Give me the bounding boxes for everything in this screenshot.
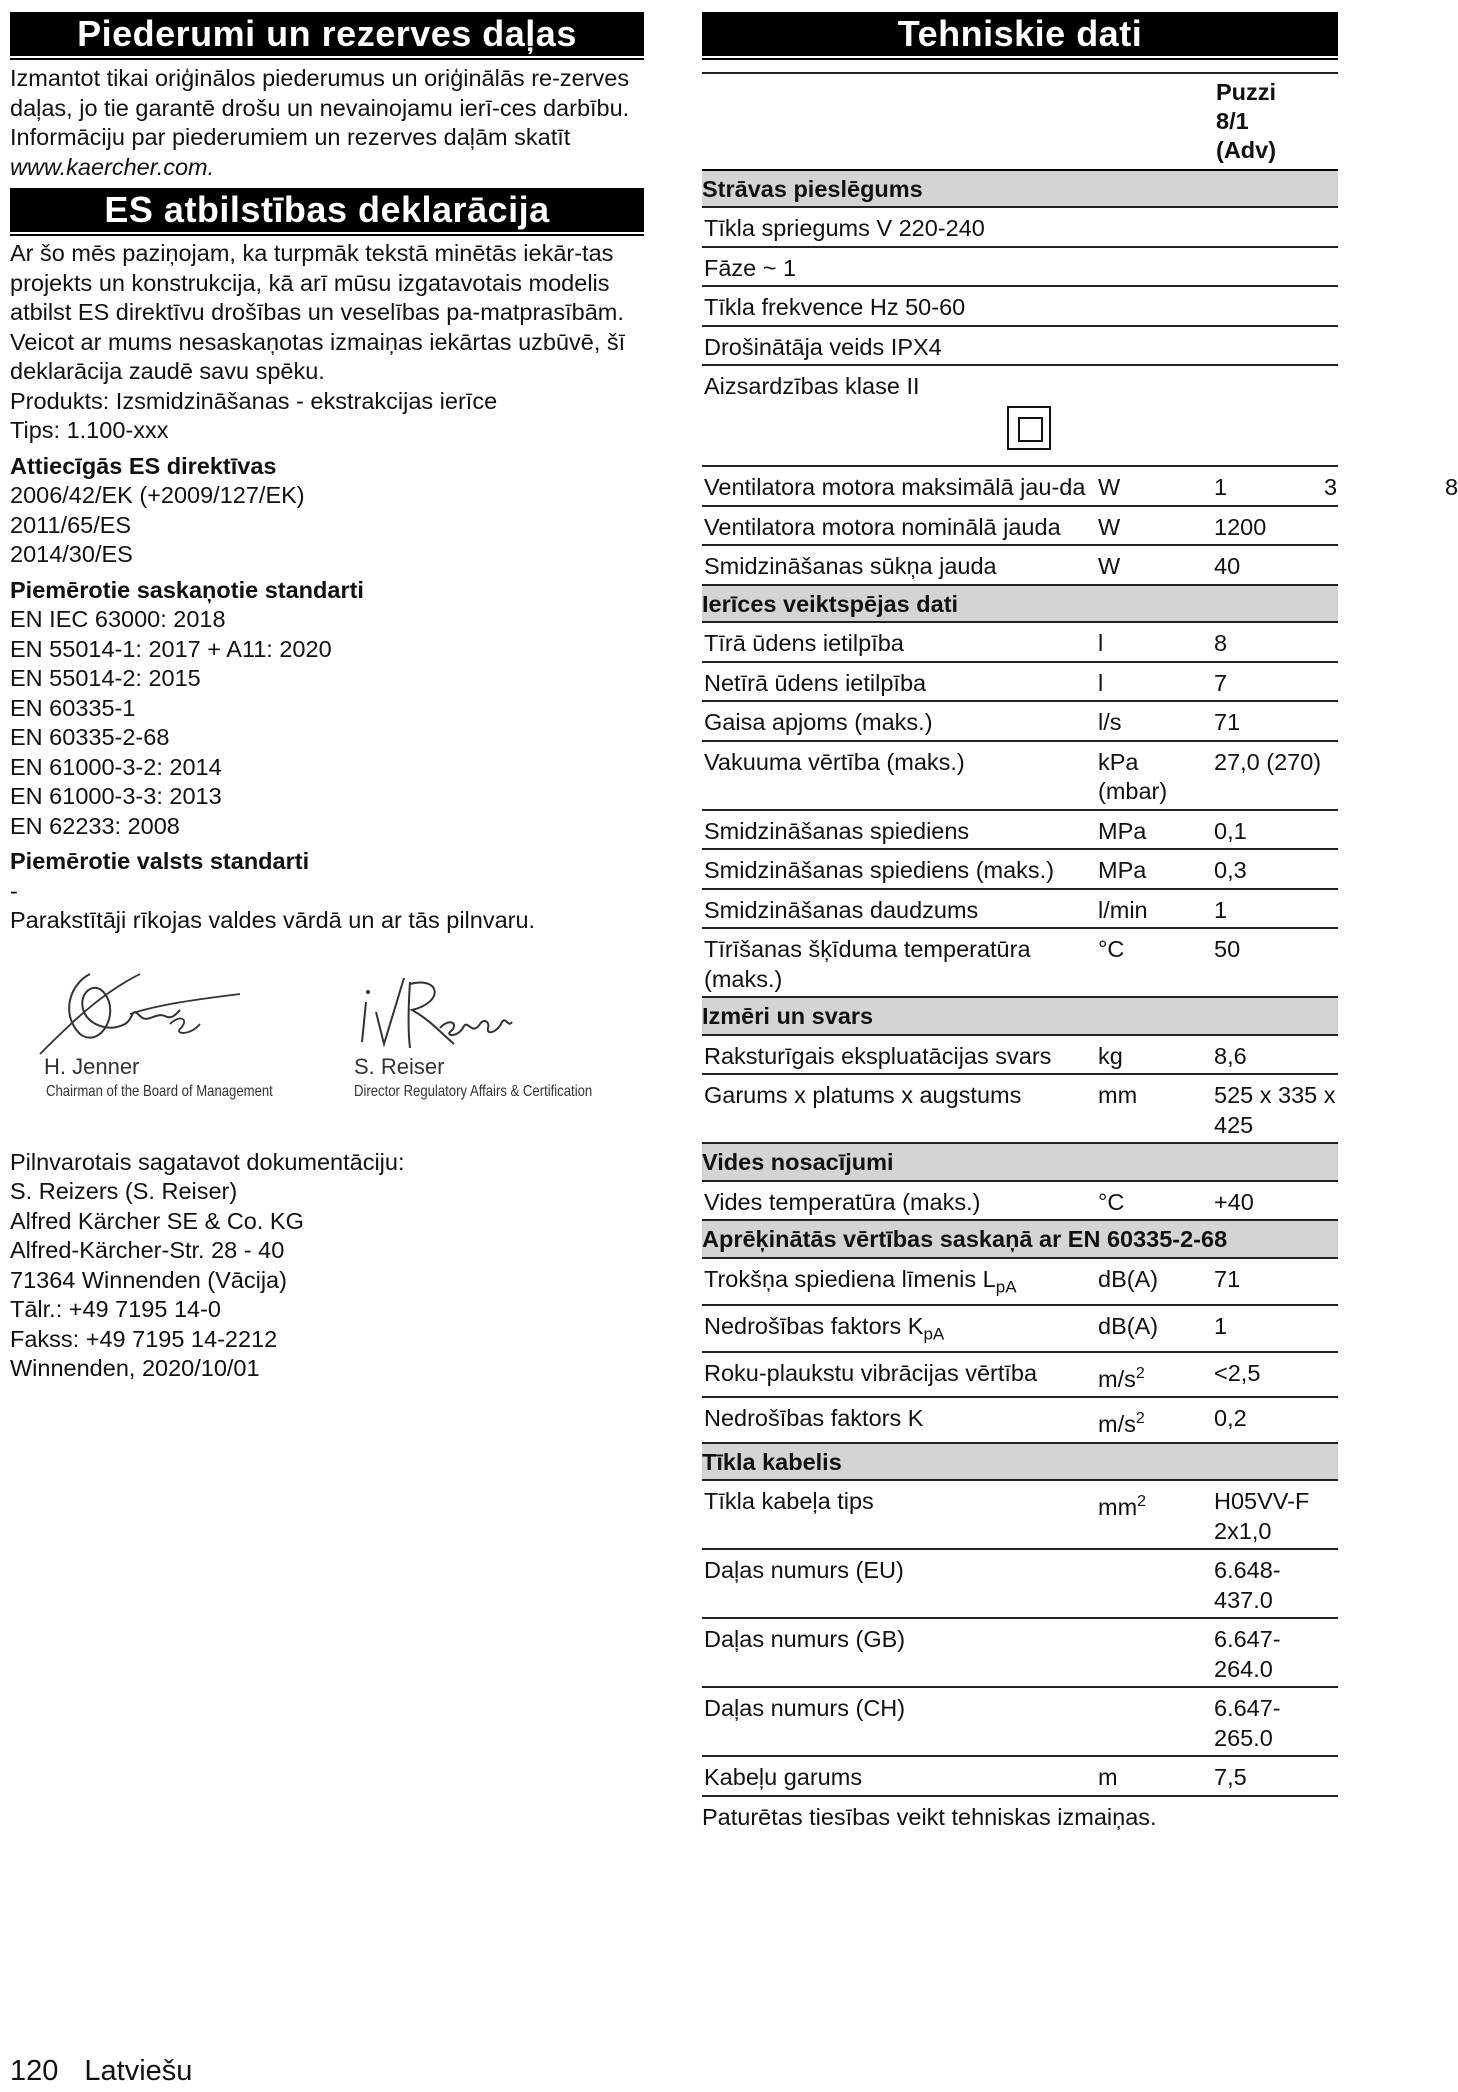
signatories-text: Parakstītāji rīkojas valdes vārdā un ar tās pilnvaru. xyxy=(10,907,536,933)
table-row xyxy=(702,545,1338,585)
product-name-line: Puzzi xyxy=(1216,78,1277,105)
row-unit xyxy=(1098,1258,1214,1305)
signer-reiser-name: S. Reiser xyxy=(354,1053,445,1079)
row-value: 1 3 8 xyxy=(1214,466,1338,506)
divider xyxy=(10,234,644,236)
row-value: 71 xyxy=(1214,1258,1338,1305)
row-label xyxy=(702,889,1098,929)
row-value: 40 xyxy=(1214,545,1338,585)
row-label xyxy=(702,1756,1098,1796)
table-row xyxy=(702,1618,1338,1687)
row-label-text: Raksturīgais ekspluatācijas svars xyxy=(704,1042,1052,1069)
table-row xyxy=(702,928,1338,997)
row-unit xyxy=(1098,247,1214,287)
standard-item: EN 60335-2-68 xyxy=(10,724,170,750)
table-row xyxy=(702,466,1338,506)
standard-item: EN 62233: 2008 xyxy=(10,812,180,839)
row-label-text: Ventilatora motora nominālā jauda xyxy=(704,513,1061,540)
declaration-heading: ES atbilstības deklarācija xyxy=(10,188,644,232)
national-standards-heading: Piemērotie valsts standarti xyxy=(10,848,310,874)
contact-line: S. Reizers (S. Reiser) xyxy=(10,1178,238,1204)
row-value: 7 xyxy=(1214,662,1338,702)
right-column xyxy=(702,12,1458,1832)
row-unit xyxy=(1098,207,1214,247)
section-title: Tīkla kabelis xyxy=(702,1443,1338,1481)
row-unit xyxy=(1098,466,1214,506)
section-title: Aprēķinātās vērtības saskaņā ar EN 60335-2-68 xyxy=(702,1220,1338,1258)
contact-block xyxy=(10,1148,644,1384)
row-unit xyxy=(1098,1352,1214,1397)
signature-jenner xyxy=(30,954,250,1064)
table-row xyxy=(702,1181,1338,1221)
row-label-text: Garums x platums x augstums xyxy=(704,1082,1022,1108)
row-label xyxy=(702,1352,1098,1397)
row-value xyxy=(1214,207,1338,247)
row-label-subscript: pA xyxy=(923,1324,945,1344)
section-title: Izmēri un svars xyxy=(702,997,1338,1035)
row-label xyxy=(702,466,1098,506)
row-label xyxy=(702,928,1098,997)
row-label-text: Gaisa apjoms (maks.) xyxy=(704,709,933,735)
standards-list xyxy=(10,605,644,841)
table-row xyxy=(702,1687,1338,1756)
standard-item: EN 61000-3-2: 2014 xyxy=(10,753,222,780)
type-line: Tips: 1.100-xxx xyxy=(10,417,169,443)
contact-line: Tālr.: +49 7195 14-0 xyxy=(10,1296,221,1322)
row-value: 0,2 xyxy=(1214,1397,1338,1442)
table-row xyxy=(702,1480,1338,1549)
section-title: Vides nosacījumi xyxy=(702,1143,1338,1181)
row-unit-text: W xyxy=(1098,513,1121,540)
tech-data-table xyxy=(702,171,1458,1797)
row-unit xyxy=(1098,1549,1214,1618)
row-label-text: Trokšņa spiediena līmenis L xyxy=(704,1265,996,1292)
row-unit-text: m/s xyxy=(1098,1411,1136,1438)
row-value: 8 xyxy=(1214,622,1338,662)
row-label-text: Smidzināšanas spiediens (maks.) xyxy=(704,857,1055,883)
row-label-text: Roku-plaukstu vibrācijas vērtība xyxy=(704,1359,1038,1386)
standards-heading: Piemērotie saskaņotie standarti xyxy=(10,576,364,603)
section-header xyxy=(702,997,1338,1035)
row-label-text: Tīkla spriegums V 220-240 xyxy=(704,215,985,241)
section-title: Strāvas pieslēgums xyxy=(702,171,1338,208)
row-value: 7,5 xyxy=(1214,1756,1338,1796)
row-unit-text: °C xyxy=(1098,1188,1125,1215)
table-row xyxy=(702,247,1338,287)
row-label-text: Vakuuma vērtība (maks.) xyxy=(704,748,965,775)
accessories-heading: Piederumi un rezerves daļas xyxy=(10,12,644,56)
row-value: 8,6 xyxy=(1214,1035,1338,1075)
row-label xyxy=(702,545,1098,585)
row-label xyxy=(702,326,1098,366)
table-row xyxy=(702,741,1338,810)
row-value: 1 xyxy=(1214,1305,1338,1352)
table-row xyxy=(702,326,1338,366)
row-unit-text: dB(A) xyxy=(1098,1265,1159,1292)
row-unit xyxy=(1098,1305,1214,1352)
table-row xyxy=(702,701,1338,741)
row-value: +40 xyxy=(1214,1181,1338,1221)
table-row xyxy=(702,1074,1338,1143)
contact-line: Fakss: +49 7195 14-2212 xyxy=(10,1325,278,1352)
contact-line: Alfred-Kärcher-Str. 28 - 40 xyxy=(10,1237,285,1263)
row-label-subscript: pA xyxy=(995,1277,1017,1297)
row-unit xyxy=(1098,928,1214,997)
row-label xyxy=(702,1480,1098,1549)
row-label-text: Smidzināšanas daudzums xyxy=(704,896,979,923)
accessories-text: Izmantot tikai oriģinālos piederumus un oriģinālās re-zerves daļas, jo tie garantē drošu un nevainojamu ierī-ces darbību. xyxy=(10,65,630,121)
directives-heading: Attiecīgās ES direktīvas xyxy=(10,452,277,479)
row-unit-text: mm xyxy=(1098,1082,1138,1108)
protection-class-ii-icon xyxy=(1007,406,1051,450)
row-unit-superscript: 2 xyxy=(1135,1410,1145,1428)
row-unit xyxy=(1098,365,1214,466)
row-label-text: Smidzināšanas spiediens xyxy=(704,817,970,844)
row-unit xyxy=(1098,1035,1214,1075)
info-text: Informāciju par piederumiem un rezerves daļām skatīt xyxy=(10,124,571,150)
row-unit xyxy=(1098,1480,1214,1549)
row-unit-text: l xyxy=(1098,669,1104,696)
contact-line: Alfred Kärcher SE & Co. KG xyxy=(10,1207,304,1234)
row-unit-text: l/min xyxy=(1098,896,1148,923)
contact-line: Winnenden, 2020/10/01 xyxy=(10,1355,260,1381)
row-value: 50 xyxy=(1214,928,1338,997)
row-label xyxy=(702,207,1098,247)
row-unit-text: MPa xyxy=(1098,857,1147,883)
row-label xyxy=(702,701,1098,741)
row-value xyxy=(1214,286,1338,326)
section-header xyxy=(702,171,1338,208)
footnote: Paturētas tiesības veikt tehniskas izmaiņas. xyxy=(702,1803,1157,1830)
row-label-text: Kabeļu garums xyxy=(704,1764,863,1791)
website-link[interactable]: www.kaercher.com. xyxy=(10,153,215,180)
row-value: 6.647-264.0 xyxy=(1214,1618,1338,1687)
row-unit-text: W xyxy=(1098,553,1121,579)
national-standards-value: - xyxy=(10,877,18,904)
row-label-text: Fāze ~ 1 xyxy=(704,254,797,281)
row-value: 6.648-437.0 xyxy=(1214,1549,1338,1618)
row-unit xyxy=(1098,1687,1214,1756)
row-value: 0,3 xyxy=(1214,849,1338,889)
product-line: Produkts: Izsmidzināšanas - ekstrakcijas ierīce xyxy=(10,387,498,414)
row-unit xyxy=(1098,1397,1214,1442)
row-label xyxy=(702,1258,1098,1305)
row-value xyxy=(1214,365,1338,466)
table-row xyxy=(702,506,1338,546)
row-label xyxy=(702,1618,1098,1687)
page-footer xyxy=(10,2054,218,2088)
directive-item: 2014/30/ES xyxy=(10,541,133,567)
product-name xyxy=(1216,74,1338,169)
table-row xyxy=(702,1549,1338,1618)
table-row xyxy=(702,1258,1338,1305)
row-label-text: Tīkla frekvence Hz 50-60 xyxy=(704,294,966,320)
row-unit xyxy=(1098,545,1214,585)
row-value: 6.647-265.0 xyxy=(1214,1687,1338,1756)
declaration-text: Ar šo mēs paziņojam, ka turpmāk tekstā minētās iekār-tas projekts un konstrukcija, kā arī mūsu izgatavotais modelis atbilst ES direktīvu drošības un veselības pa-matprasībām. Veicot ar mums nesaskaņotas izmaiņas iekārtas uzbūvē, šī deklarācija zaudē savu spēku. xyxy=(10,240,626,384)
row-unit xyxy=(1098,506,1214,546)
row-label xyxy=(702,1397,1098,1442)
row-value xyxy=(1214,247,1338,287)
row-label xyxy=(702,810,1098,850)
left-column xyxy=(10,12,644,1384)
divider xyxy=(10,58,644,60)
row-value: 525 x 335 x 425 xyxy=(1214,1074,1338,1143)
row-unit xyxy=(1098,286,1214,326)
table-row xyxy=(702,662,1338,702)
row-unit xyxy=(1098,1618,1214,1687)
table-row xyxy=(702,365,1338,466)
row-unit xyxy=(1098,662,1214,702)
row-unit-text: l xyxy=(1098,630,1104,656)
row-label-text: Daļas numurs (CH) xyxy=(704,1695,906,1722)
row-label xyxy=(702,1305,1098,1352)
row-unit xyxy=(1098,1756,1214,1796)
table-row xyxy=(702,1756,1338,1796)
page-number: 120 xyxy=(10,2055,59,2087)
row-unit-superscript: 2 xyxy=(1137,1493,1147,1511)
row-value: 0,1 xyxy=(1214,810,1338,850)
table-row xyxy=(702,810,1338,850)
row-label-text: Aizsardzības klase II xyxy=(704,373,920,399)
row-label xyxy=(702,1549,1098,1618)
table-row xyxy=(702,849,1338,889)
row-unit xyxy=(1098,810,1214,850)
row-unit xyxy=(1098,889,1214,929)
row-label-text: Tīkla kabeļa tips xyxy=(704,1488,874,1515)
table-row xyxy=(702,207,1338,247)
product-name-line: (Adv) xyxy=(1216,136,1277,163)
row-unit-text: W xyxy=(1098,474,1121,500)
tech-data-heading: Tehniskie dati xyxy=(702,12,1338,56)
row-label xyxy=(702,247,1098,287)
row-label xyxy=(702,506,1098,546)
table-row xyxy=(702,286,1338,326)
row-unit-text: mm xyxy=(1098,1493,1138,1520)
overflow-value: 8 xyxy=(1445,474,1458,500)
table-row xyxy=(702,1352,1338,1397)
row-label xyxy=(702,1074,1098,1143)
row-unit-text: °C xyxy=(1098,936,1125,962)
row-label xyxy=(702,849,1098,889)
row-unit xyxy=(1098,1074,1214,1143)
row-label-text: Tīrā ūdens ietilpība xyxy=(704,630,904,656)
table-row xyxy=(702,1305,1338,1352)
standard-item: EN 60335-1 xyxy=(10,694,136,721)
row-label xyxy=(702,741,1098,810)
signature-reiser xyxy=(350,962,530,1062)
row-unit xyxy=(1098,849,1214,889)
row-label-text: Drošinātāja veids IPX4 xyxy=(704,333,942,360)
row-label-text: Ventilatora motora maksimālā jau-da xyxy=(704,474,1086,500)
row-unit-text: kPa (mbar) xyxy=(1098,748,1168,804)
row-label xyxy=(702,1181,1098,1221)
row-value: 71 xyxy=(1214,701,1338,741)
row-label-text: Netīrā ūdens ietilpība xyxy=(704,669,927,696)
row-label-text: Nedrošības faktors K xyxy=(704,1312,924,1339)
row-value: H05VV-F 2x1,0 xyxy=(1214,1480,1338,1549)
row-label-text: Tīrīšanas šķīduma temperatūra (maks.) xyxy=(704,936,1031,992)
row-label-text: Daļas numurs (GB) xyxy=(704,1626,906,1653)
row-label-text: Nedrošības faktors K xyxy=(704,1405,924,1432)
table-row xyxy=(702,622,1338,662)
row-unit xyxy=(1098,701,1214,741)
row-unit-text: m xyxy=(1098,1764,1118,1791)
directive-item: 2006/42/EK (+2009/127/EK) xyxy=(10,482,305,508)
overflow-value: 3 xyxy=(1324,474,1338,500)
row-label xyxy=(702,622,1098,662)
row-unit xyxy=(1098,1181,1214,1221)
directives-list xyxy=(10,481,644,570)
row-unit xyxy=(1098,741,1214,810)
row-unit-text: MPa xyxy=(1098,817,1147,844)
row-value xyxy=(1214,326,1338,366)
row-value: 1 xyxy=(1214,889,1338,929)
section-header xyxy=(702,1143,1338,1181)
row-value: 27,0 (270) xyxy=(1214,741,1338,810)
signatures xyxy=(10,948,644,1148)
row-label xyxy=(702,1035,1098,1075)
row-unit-text: kg xyxy=(1098,1042,1123,1069)
section-header xyxy=(702,1443,1338,1481)
row-label-text: Daļas numurs (EU) xyxy=(704,1557,904,1584)
contact-line: Pilnvarotais sagatavot dokumentāciju: xyxy=(10,1148,405,1175)
row-label xyxy=(702,365,1098,466)
language-label: Latviešu xyxy=(84,2055,193,2087)
section-header xyxy=(702,1220,1338,1258)
standard-item: EN 55014-1: 2017 + A11: 2020 xyxy=(10,635,332,662)
row-label xyxy=(702,1687,1098,1756)
row-label-text: Vides temperatūra (maks.) xyxy=(704,1188,981,1215)
table-row xyxy=(702,889,1338,929)
standard-item: EN 55014-2: 2015 xyxy=(10,665,201,691)
signer-jenner-title: Chairman of the Board of Management xyxy=(46,1082,273,1100)
directive-item: 2011/65/ES xyxy=(10,511,132,538)
table-row xyxy=(702,1397,1338,1442)
row-unit xyxy=(1098,622,1214,662)
row-unit-text: dB(A) xyxy=(1098,1312,1159,1339)
row-value: <2,5 xyxy=(1214,1352,1338,1397)
row-unit-text: m/s xyxy=(1098,1365,1136,1392)
section-title: Ierīces veiktspējas dati xyxy=(702,585,1338,623)
product-name-line: 8/1 xyxy=(1216,107,1249,134)
row-label xyxy=(702,286,1098,326)
signer-reiser-title: Director Regulatory Affairs & Certification xyxy=(354,1082,593,1100)
section-header xyxy=(702,585,1338,623)
row-unit-text: l/s xyxy=(1098,709,1122,735)
table-row xyxy=(702,1035,1338,1075)
row-label xyxy=(702,662,1098,702)
standard-item: EN IEC 63000: 2018 xyxy=(10,606,226,632)
row-label-text: Smidzināšanas sūkņa jauda xyxy=(704,553,997,579)
standard-item: EN 61000-3-3: 2013 xyxy=(10,783,222,809)
signer-jenner-name: H. Jenner xyxy=(44,1053,140,1079)
row-unit-superscript: 2 xyxy=(1135,1364,1145,1382)
row-value: 1200 xyxy=(1214,506,1338,546)
row-unit xyxy=(1098,326,1214,366)
contact-line: 71364 Winnenden (Vācija) xyxy=(10,1266,287,1293)
